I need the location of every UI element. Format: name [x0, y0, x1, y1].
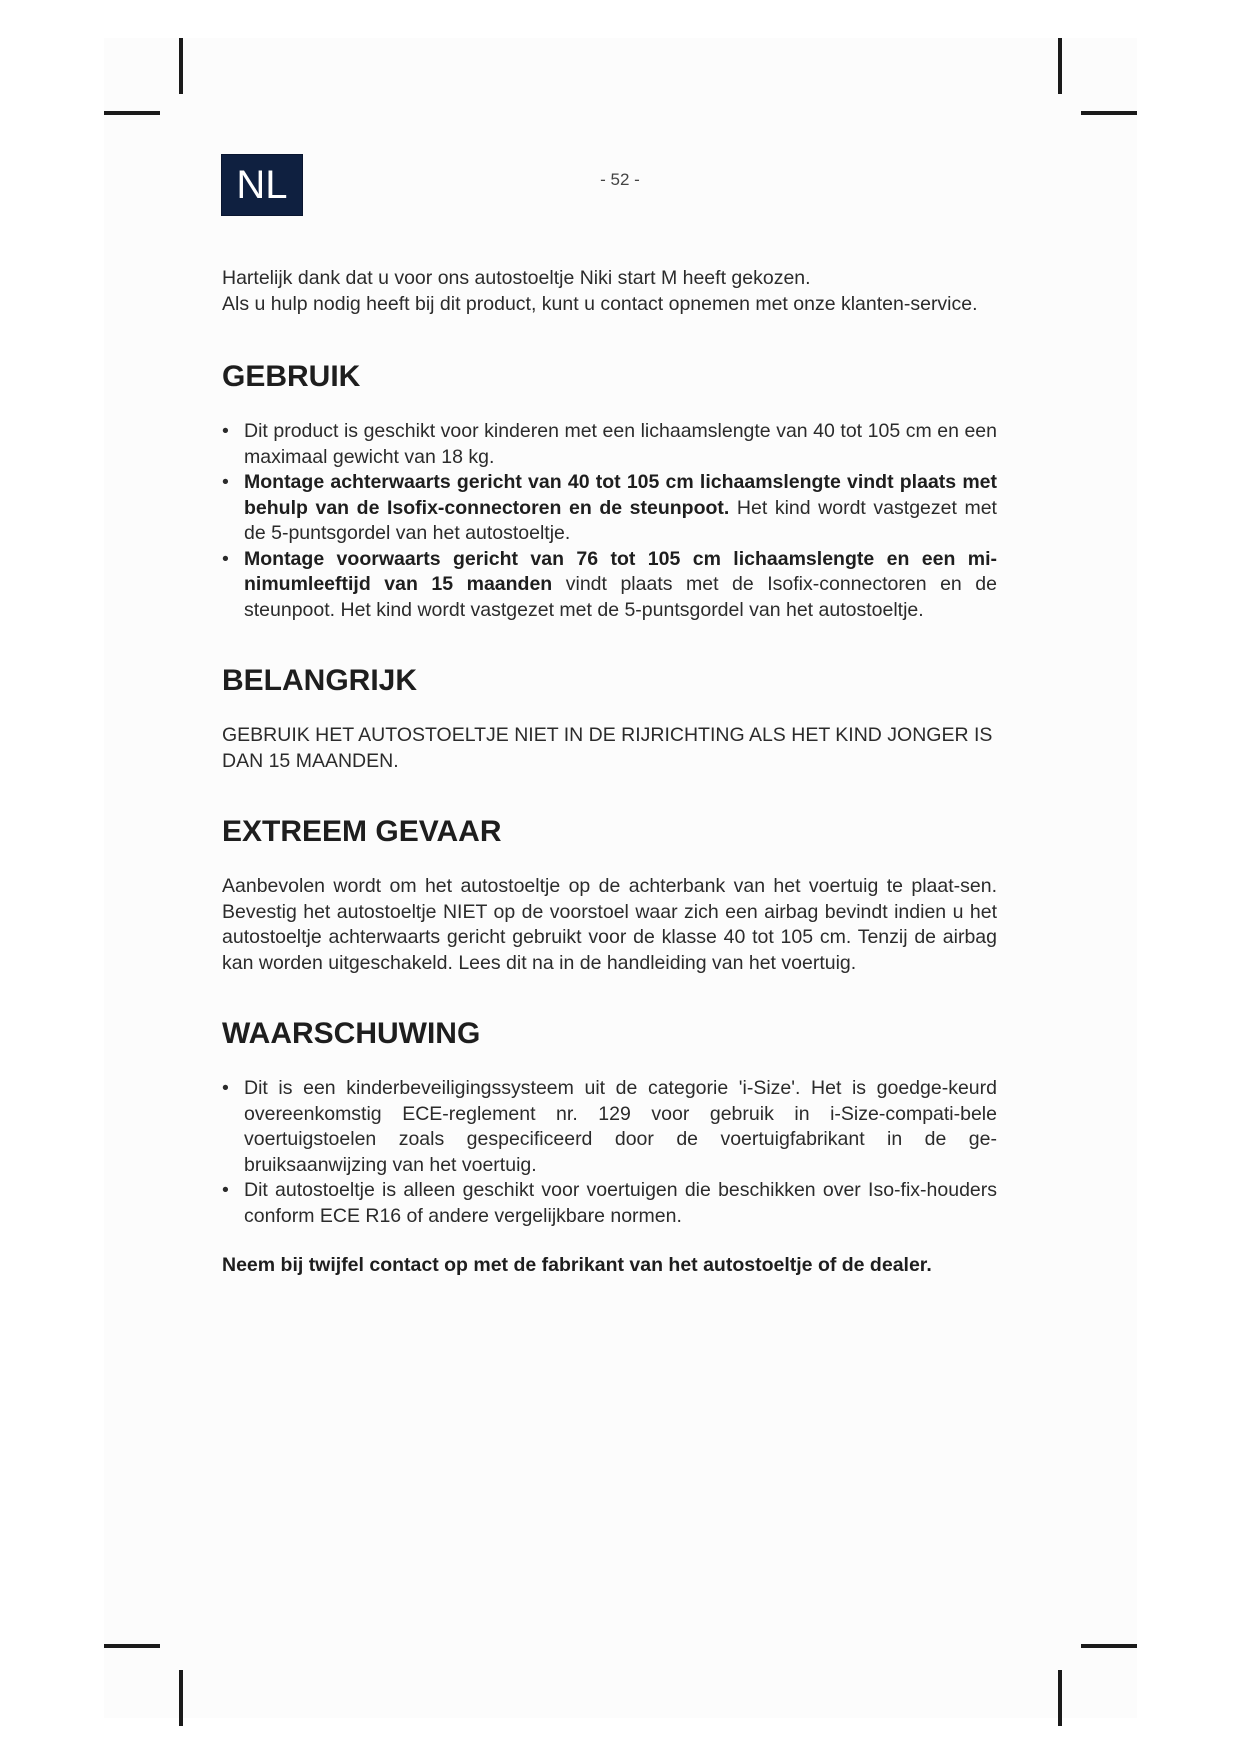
belangrijk-text: GEBRUIK HET AUTOSTOELTJE NIET IN DE RIJRICHTING ALS HET KIND JONGER IS DAN 15 MAANDEN. — [222, 724, 993, 772]
gebruik-item-2-text: Het kind wordt vastgezet met de 5-puntsgordel van het autostoeltje. — [244, 496, 997, 544]
crop-mark-top-right-vertical — [1058, 38, 1062, 94]
waarschuwing-list — [222, 1076, 997, 1229]
crop-mark-top-right-horizontal — [1081, 111, 1137, 115]
gebruik-item-2-bold: Montage achterwaarts gericht van 40 tot 105 cm lichaamslengte vindt plaats met behulp van de Isofix-connectoren en de steunpoot. — [244, 471, 997, 519]
heading-waarschuwing: WAARSCHUWING — [222, 1017, 481, 1050]
crop-mark-bottom-right-horizontal — [1081, 1644, 1137, 1648]
gebruik-item-3-bold: Montage voorwaarts gericht van 76 tot 105 cm lichaamslengte en een mi-nimumleeftijd van 15 maanden — [244, 547, 997, 595]
heading-extreem-gevaar: EXTREEM GEVAAR — [222, 815, 502, 848]
crop-mark-bottom-left-vertical — [179, 1670, 183, 1726]
gebruik-list — [222, 419, 997, 623]
page-number: - 52 - — [600, 170, 640, 189]
intro-line-1: Hartelijk dank dat u voor ons autostoeltje Niki start M heeft gekozen. — [222, 267, 811, 289]
crop-mark-bottom-left-horizontal — [104, 1644, 160, 1648]
extreem-gevaar-text: Aanbevolen wordt om het autostoeltje op de achterbank van het voertuig te plaat-sen. Bevestig het autostoeltje NIET op de voorstoel waar zich een airbag bevindt indien u het autostoeltje achterwaarts gericht gebruikt voor de klasse 40 tot 105 cm. Tenzij de airbag kan worden uitgeschakeld. Lees dit na in de handleiding van het voertuig. — [222, 875, 997, 974]
crop-mark-top-left-horizontal — [104, 111, 160, 115]
heading-belangrijk: BELANGRIJK — [222, 664, 418, 697]
document-body — [222, 266, 997, 1279]
language-badge: NL — [222, 155, 302, 215]
waarschuwing-item-2 — [222, 1178, 997, 1229]
gebruik-item-1-text: Dit product is geschikt voor kinderen met een lichaamslengte van 40 tot 105 cm en een maximaal gewicht van 18 kg. — [244, 420, 997, 468]
intro-line-2: Als u hulp nodig heeft bij dit product, kunt u contact opnemen met onze klanten-service. — [222, 292, 978, 315]
waarschuwing-item-1-text: Dit is een kinderbeveiligingssysteem uit de categorie 'i-Size'. Het is goedge-keurd overeenkomstig ECE-reglement nr. 129 voor gebruik in i-Size-compati-bele voertuigstoelen zoals gespecificeerd door de voertuigfabrikant in de ge-bruiksaanwijzing van het voertuig. — [244, 1077, 997, 1176]
gebruik-item-2 — [222, 470, 997, 547]
heading-gebruik: GEBRUIK — [222, 360, 361, 393]
closing-note: Neem bij twijfel contact op met de fabrikant van het autostoeltje of de dealer. — [222, 1254, 932, 1276]
gebruik-item-3 — [222, 547, 997, 624]
crop-mark-top-left-vertical — [179, 38, 183, 94]
gebruik-item-1 — [222, 419, 997, 470]
gebruik-item-3-text: vindt plaats met de Isofix-connectoren en de steunpoot. Het kind wordt vastgezet met de 5-puntsgordel van het autostoeltje. — [244, 573, 997, 621]
waarschuwing-item-1 — [222, 1076, 997, 1178]
crop-mark-bottom-right-vertical — [1058, 1670, 1062, 1726]
waarschuwing-item-2-text: Dit autostoeltje is alleen geschikt voor voertuigen die beschikken over Iso-fix-houders conform ECE R16 of andere vergelijkbare normen. — [244, 1179, 997, 1227]
